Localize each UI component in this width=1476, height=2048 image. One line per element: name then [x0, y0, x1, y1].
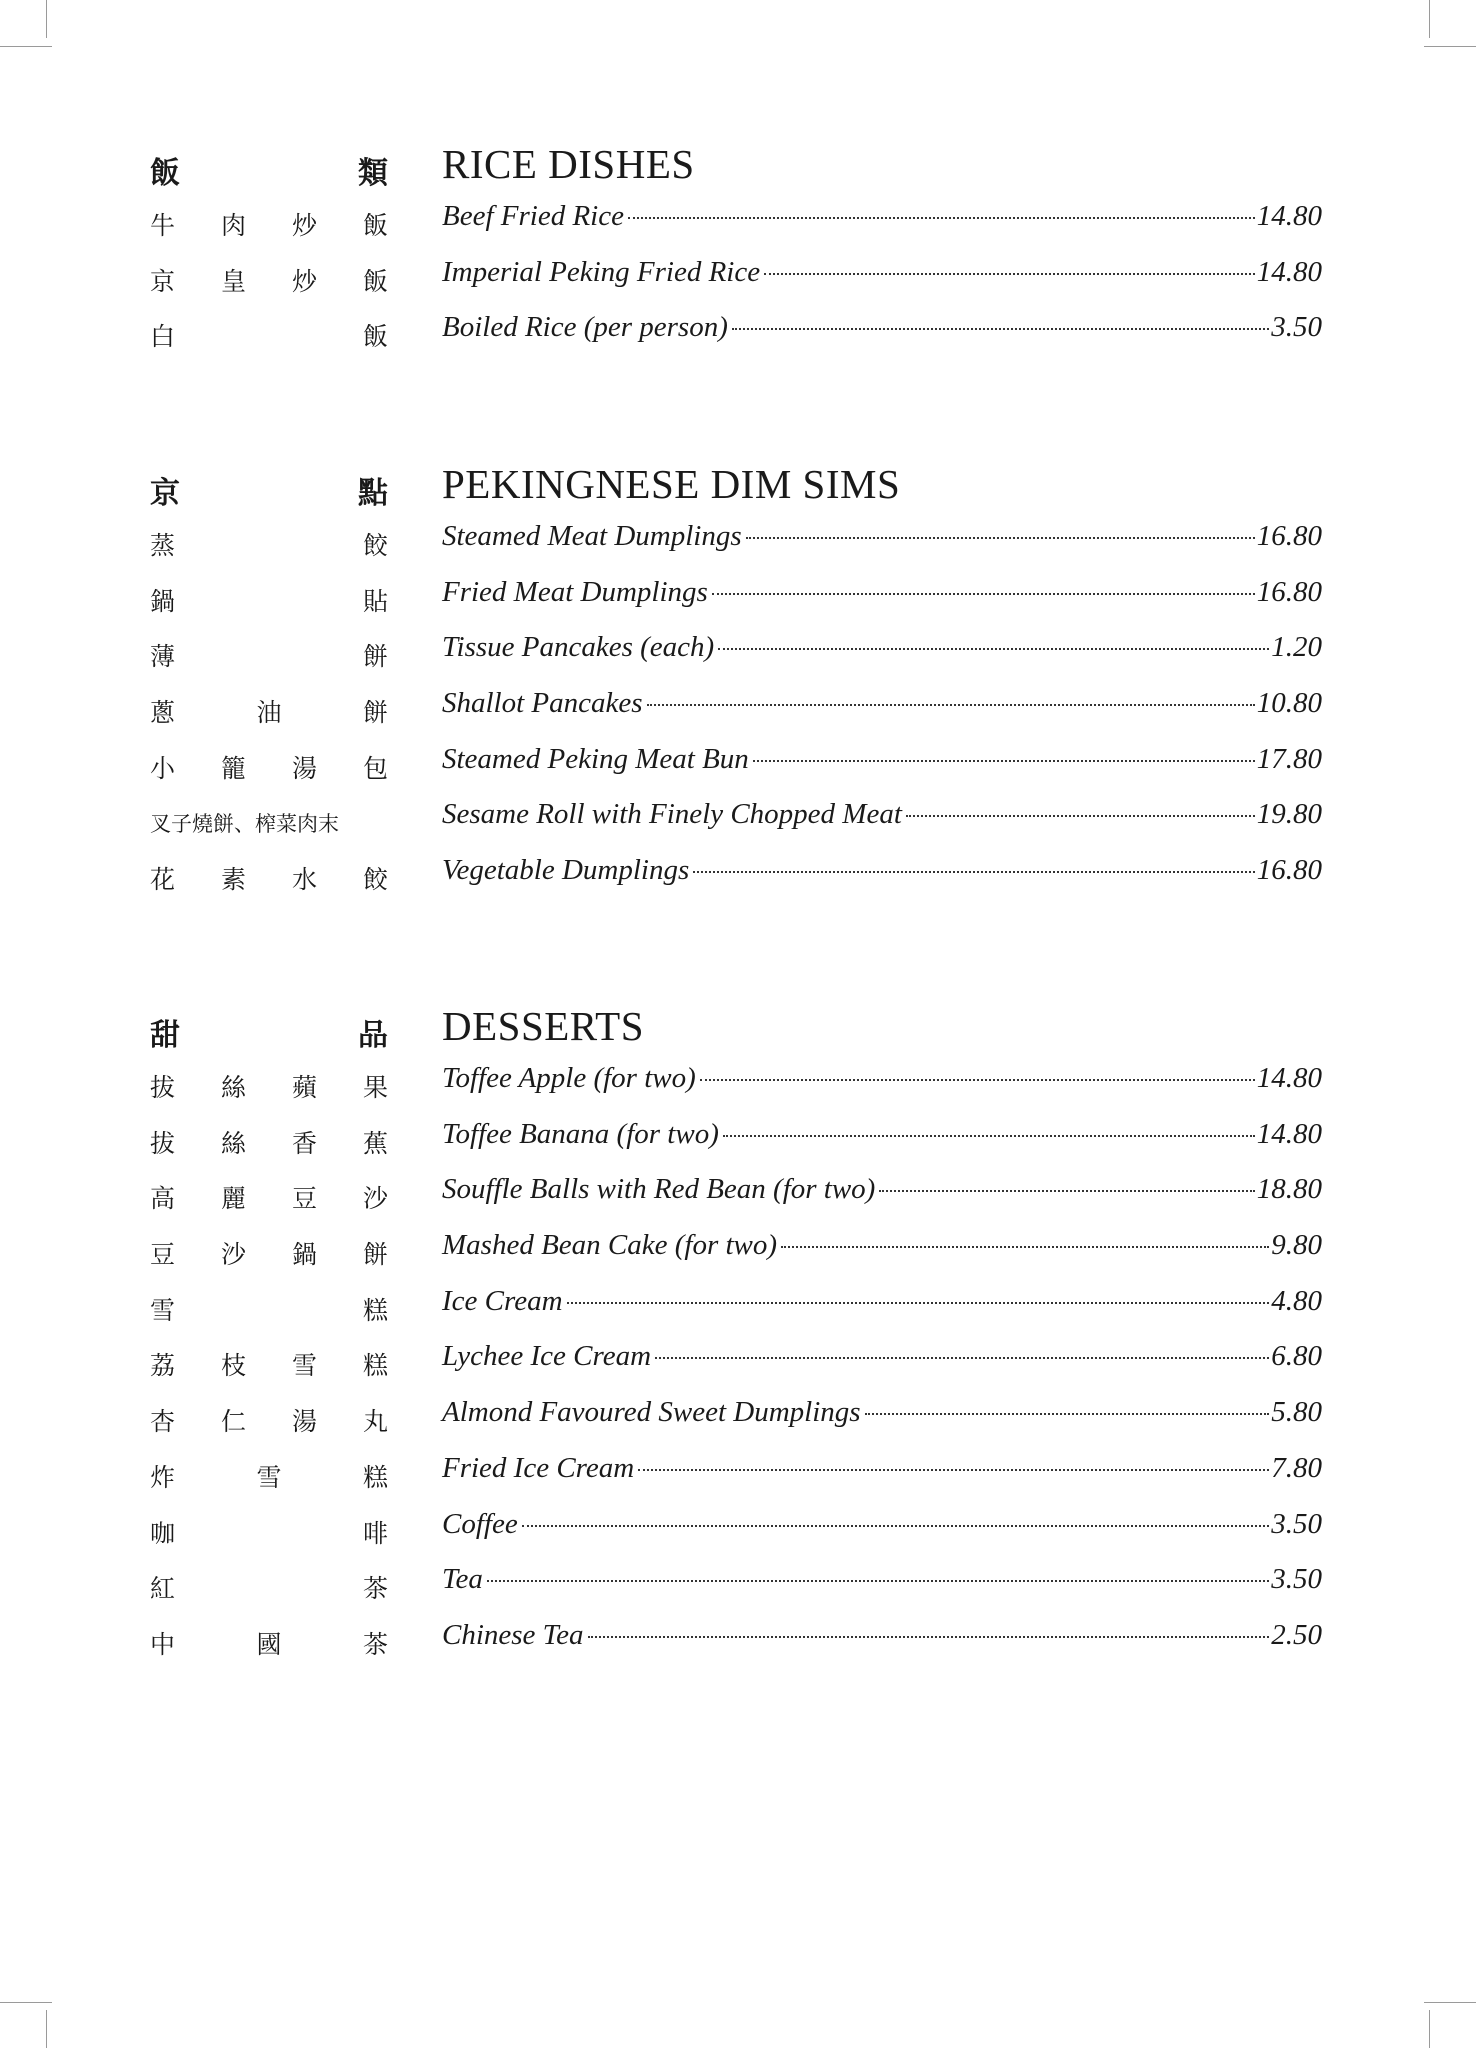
item-name-chinese	[150, 808, 388, 838]
crop-mark	[1424, 46, 1476, 47]
menu-item	[0, 683, 1476, 739]
chinese-char: 油	[256, 698, 282, 728]
dot-leader	[588, 1636, 1270, 1638]
chinese-char: 豆	[291, 1184, 317, 1214]
item-line	[442, 311, 1322, 344]
heading-char: 飯	[150, 156, 180, 191]
chinese-char: 香	[291, 1128, 317, 1158]
item-name: Ice Cream	[442, 1284, 563, 1317]
crop-mark	[1429, 0, 1430, 38]
crop-mark	[1424, 2002, 1476, 2003]
item-price: 5.80	[1271, 1396, 1322, 1429]
chinese-char: 京	[150, 266, 176, 296]
menu-item	[0, 1615, 1476, 1671]
menu-section	[0, 460, 1476, 906]
item-price: 14.80	[1256, 1062, 1322, 1094]
item-name: Fried Ice Cream	[442, 1451, 635, 1484]
item-price: 1.20	[1271, 631, 1322, 664]
item-name: Boiled Rice (per person)	[442, 311, 728, 344]
chinese-char: 中	[150, 1629, 176, 1659]
menu-item	[0, 739, 1476, 795]
chinese-char: 蒸	[150, 531, 176, 560]
crop-mark	[1429, 2010, 1430, 2048]
chinese-char: 枝	[220, 1351, 246, 1381]
dot-leader	[746, 537, 1255, 539]
item-name: Tea	[442, 1563, 483, 1596]
chinese-char: 沙	[220, 1240, 246, 1270]
section-heading-chinese	[150, 1010, 388, 1054]
section-heading: PEKINGNESE DIM SIMS	[442, 461, 901, 507]
menu-item	[0, 572, 1476, 628]
menu-item	[0, 1281, 1476, 1337]
dot-leader	[487, 1580, 1269, 1582]
item-price: 6.80	[1271, 1340, 1322, 1373]
chinese-char: 飯	[362, 322, 388, 352]
item-price: 16.80	[1256, 854, 1322, 887]
item-line	[442, 854, 1322, 887]
menu-item	[0, 1448, 1476, 1504]
chinese-char: 炒	[291, 266, 317, 296]
menu-item	[0, 1114, 1476, 1170]
section-heading-chinese	[150, 468, 388, 512]
section-heading: RICE DISHES	[442, 141, 695, 187]
chinese-char: 肉	[220, 211, 246, 240]
chinese-char: 茶	[362, 1574, 388, 1604]
dot-leader	[753, 760, 1255, 762]
item-name: Imperial Peking Fried Rice	[442, 255, 761, 288]
chinese-char: 雪	[291, 1351, 317, 1381]
item-name: Tissue Pancakes (each)	[442, 631, 715, 664]
item-line	[442, 1396, 1322, 1429]
chinese-char: 丸	[362, 1407, 388, 1437]
section-heading-chinese	[150, 148, 388, 192]
section-heading: DESSERTS	[442, 1003, 645, 1049]
chinese-char: 炒	[291, 211, 317, 240]
item-name: Chinese Tea	[442, 1618, 584, 1651]
item-line	[442, 631, 1322, 664]
chinese-char: 沙	[362, 1184, 388, 1214]
menu-item	[0, 516, 1476, 572]
chinese-char: 豆	[150, 1240, 176, 1270]
item-line	[442, 1118, 1322, 1151]
dot-leader	[879, 1190, 1254, 1192]
item-name-chinese	[150, 860, 388, 896]
chinese-char: 牛	[150, 211, 176, 240]
section-header	[0, 1002, 1476, 1058]
item-line	[442, 1173, 1322, 1206]
chinese-char: 咖	[150, 1518, 176, 1548]
chinese-char: 拔	[150, 1073, 176, 1102]
chinese-char: 籠	[220, 753, 246, 783]
item-name-chinese	[150, 317, 388, 353]
chinese-char: 小	[150, 753, 176, 783]
menu-item	[0, 794, 1476, 850]
item-name-chinese	[150, 1402, 388, 1438]
chinese-char: 飯	[362, 211, 388, 240]
item-line	[442, 743, 1322, 776]
chinese-char: 蘋	[291, 1073, 317, 1102]
dot-leader	[638, 1469, 1269, 1471]
chinese-char: 糕	[362, 1295, 388, 1325]
dot-leader	[693, 871, 1254, 873]
crop-mark	[0, 2002, 52, 2003]
chinese-char: 國	[256, 1629, 282, 1659]
item-name-chinese	[150, 262, 388, 298]
chinese-char: 紅	[150, 1574, 176, 1604]
item-price: 16.80	[1256, 575, 1322, 608]
chinese-char: 水	[291, 865, 317, 895]
menu-item	[0, 1392, 1476, 1448]
chinese-char: 絲	[220, 1073, 246, 1102]
item-line	[442, 1062, 1322, 1095]
menu-item	[0, 850, 1476, 906]
section-header	[0, 460, 1476, 516]
item-price: 4.80	[1271, 1284, 1322, 1317]
chinese-char: 糕	[362, 1351, 388, 1381]
chinese-char: 果	[362, 1073, 388, 1102]
item-price: 3.50	[1271, 1507, 1322, 1540]
dot-leader	[781, 1246, 1269, 1248]
item-line	[442, 1340, 1322, 1373]
item-name-chinese	[150, 1179, 388, 1215]
item-name: Almond Favoured Sweet Dumplings	[442, 1396, 861, 1429]
heading-char: 京	[150, 476, 180, 511]
item-price: 14.80	[1256, 1117, 1322, 1150]
item-price: 3.50	[1271, 1563, 1322, 1596]
item-line	[442, 1229, 1322, 1262]
menu-item	[0, 1169, 1476, 1225]
item-name-chinese	[150, 1291, 388, 1327]
item-name-chinese	[150, 206, 388, 242]
chinese-char: 炸	[150, 1462, 176, 1492]
chinese-char: 湯	[291, 1407, 317, 1437]
item-price: 3.50	[1271, 311, 1322, 344]
item-name: Vegetable Dumplings	[442, 854, 690, 887]
menu-item	[0, 1058, 1476, 1114]
menu-item	[0, 196, 1476, 252]
chinese-char: 薄	[150, 642, 176, 672]
menu-item	[0, 1336, 1476, 1392]
item-name-chinese	[150, 1124, 388, 1160]
item-price: 16.80	[1256, 520, 1322, 552]
dot-leader	[522, 1525, 1270, 1527]
chinese-char: 糕	[362, 1462, 388, 1492]
menu-item	[0, 1225, 1476, 1281]
chinese-char: 雪	[256, 1462, 282, 1492]
chinese-char: 餃	[362, 865, 388, 895]
item-price: 14.80	[1256, 200, 1322, 232]
item-price: 7.80	[1271, 1451, 1322, 1484]
chinese-char: 白	[150, 322, 176, 352]
item-price: 14.80	[1256, 255, 1322, 288]
menu-item	[0, 1559, 1476, 1615]
chinese-char: 餅	[362, 642, 388, 672]
item-line	[442, 1508, 1322, 1541]
item-name: Toffee Apple (for two)	[442, 1062, 696, 1094]
item-line	[442, 200, 1322, 233]
item-name-chinese	[150, 582, 388, 618]
chinese-char: 麗	[220, 1184, 246, 1214]
heading-char: 甜	[150, 1018, 180, 1053]
chinese-char: 飯	[362, 266, 388, 296]
menu-section	[0, 140, 1476, 363]
crop-mark	[0, 46, 52, 47]
item-name: Lychee Ice Cream	[442, 1340, 652, 1373]
item-line	[442, 798, 1322, 831]
item-price: 19.80	[1256, 798, 1322, 831]
item-name: Sesame Roll with Finely Chopped Meat	[442, 798, 902, 831]
item-name-chinese	[150, 749, 388, 785]
menu-item	[0, 1504, 1476, 1560]
chinese-char: 茶	[362, 1629, 388, 1659]
item-name: Beef Fried Rice	[442, 200, 624, 232]
dot-leader	[700, 1079, 1255, 1081]
chinese-char: 餃	[362, 531, 388, 560]
item-name-chinese	[150, 1514, 388, 1550]
chinese-char: 高	[150, 1184, 176, 1214]
chinese-char: 啡	[362, 1518, 388, 1548]
chinese-char: 荔	[150, 1351, 176, 1381]
chinese-char: 素	[220, 865, 246, 895]
dot-leader	[718, 648, 1269, 650]
chinese-char: 仁	[220, 1407, 246, 1437]
heading-char: 品	[358, 1018, 388, 1053]
section-header	[0, 140, 1476, 196]
item-name: Souffle Balls with Red Bean (for two)	[442, 1173, 876, 1206]
dot-leader	[764, 273, 1255, 275]
item-line	[442, 1452, 1322, 1485]
item-name-chinese	[150, 1569, 388, 1605]
item-name: Shallot Pancakes	[442, 687, 643, 720]
chinese-char: 絲	[220, 1128, 246, 1158]
chinese-char: 包	[362, 753, 388, 783]
item-line	[442, 687, 1322, 720]
dot-leader	[865, 1413, 1270, 1415]
item-name: Steamed Peking Meat Bun	[442, 742, 749, 775]
item-name-chinese	[150, 1346, 388, 1382]
menu-item	[0, 252, 1476, 308]
item-name: Fried Meat Dumplings	[442, 575, 708, 608]
dot-leader	[647, 704, 1255, 706]
item-line	[442, 1619, 1322, 1652]
item-name: Coffee	[442, 1507, 518, 1540]
chinese-char: 叉子燒餅、榨菜肉末	[150, 812, 339, 837]
item-line	[442, 1563, 1322, 1596]
chinese-char: 蕉	[362, 1128, 388, 1158]
item-name-chinese	[150, 526, 388, 562]
item-name-chinese	[150, 1625, 388, 1661]
item-name-chinese	[150, 1068, 388, 1104]
chinese-char: 杏	[150, 1407, 176, 1437]
chinese-char: 蔥	[150, 698, 176, 728]
item-name: Steamed Meat Dumplings	[442, 520, 742, 552]
item-price: 10.80	[1256, 687, 1322, 720]
dot-leader	[906, 815, 1255, 817]
item-line	[442, 576, 1322, 609]
dot-leader	[655, 1357, 1269, 1359]
item-name-chinese	[150, 1458, 388, 1494]
chinese-char: 花	[150, 865, 176, 895]
dot-leader	[732, 328, 1269, 330]
chinese-char: 鍋	[150, 586, 176, 616]
crop-mark	[46, 0, 47, 38]
item-price: 9.80	[1271, 1229, 1322, 1262]
dot-leader	[712, 593, 1255, 595]
dot-leader	[628, 217, 1255, 219]
crop-mark	[46, 2010, 47, 2048]
dot-leader	[567, 1302, 1270, 1304]
chinese-char: 餅	[362, 1240, 388, 1270]
chinese-char: 貼	[362, 586, 388, 616]
chinese-char: 拔	[150, 1128, 176, 1158]
chinese-char: 餅	[362, 698, 388, 728]
heading-char: 點	[358, 476, 388, 511]
item-name-chinese	[150, 637, 388, 673]
item-price: 18.80	[1256, 1173, 1322, 1206]
chinese-char: 鍋	[291, 1240, 317, 1270]
item-name-chinese	[150, 1235, 388, 1271]
item-line	[442, 520, 1322, 553]
chinese-char: 雪	[150, 1295, 176, 1325]
item-name-chinese	[150, 693, 388, 729]
item-price: 17.80	[1256, 742, 1322, 775]
menu-item	[0, 627, 1476, 683]
dot-leader	[723, 1135, 1255, 1137]
heading-char: 類	[358, 156, 388, 191]
item-line	[442, 1285, 1322, 1318]
item-price: 2.50	[1271, 1618, 1322, 1651]
item-name: Toffee Banana (for two)	[442, 1117, 719, 1150]
chinese-char: 湯	[291, 753, 317, 783]
menu-section	[0, 1002, 1476, 1671]
menu-item	[0, 307, 1476, 363]
item-line	[442, 256, 1322, 289]
item-name: Mashed Bean Cake (for two)	[442, 1229, 778, 1262]
chinese-char: 皇	[220, 266, 246, 296]
